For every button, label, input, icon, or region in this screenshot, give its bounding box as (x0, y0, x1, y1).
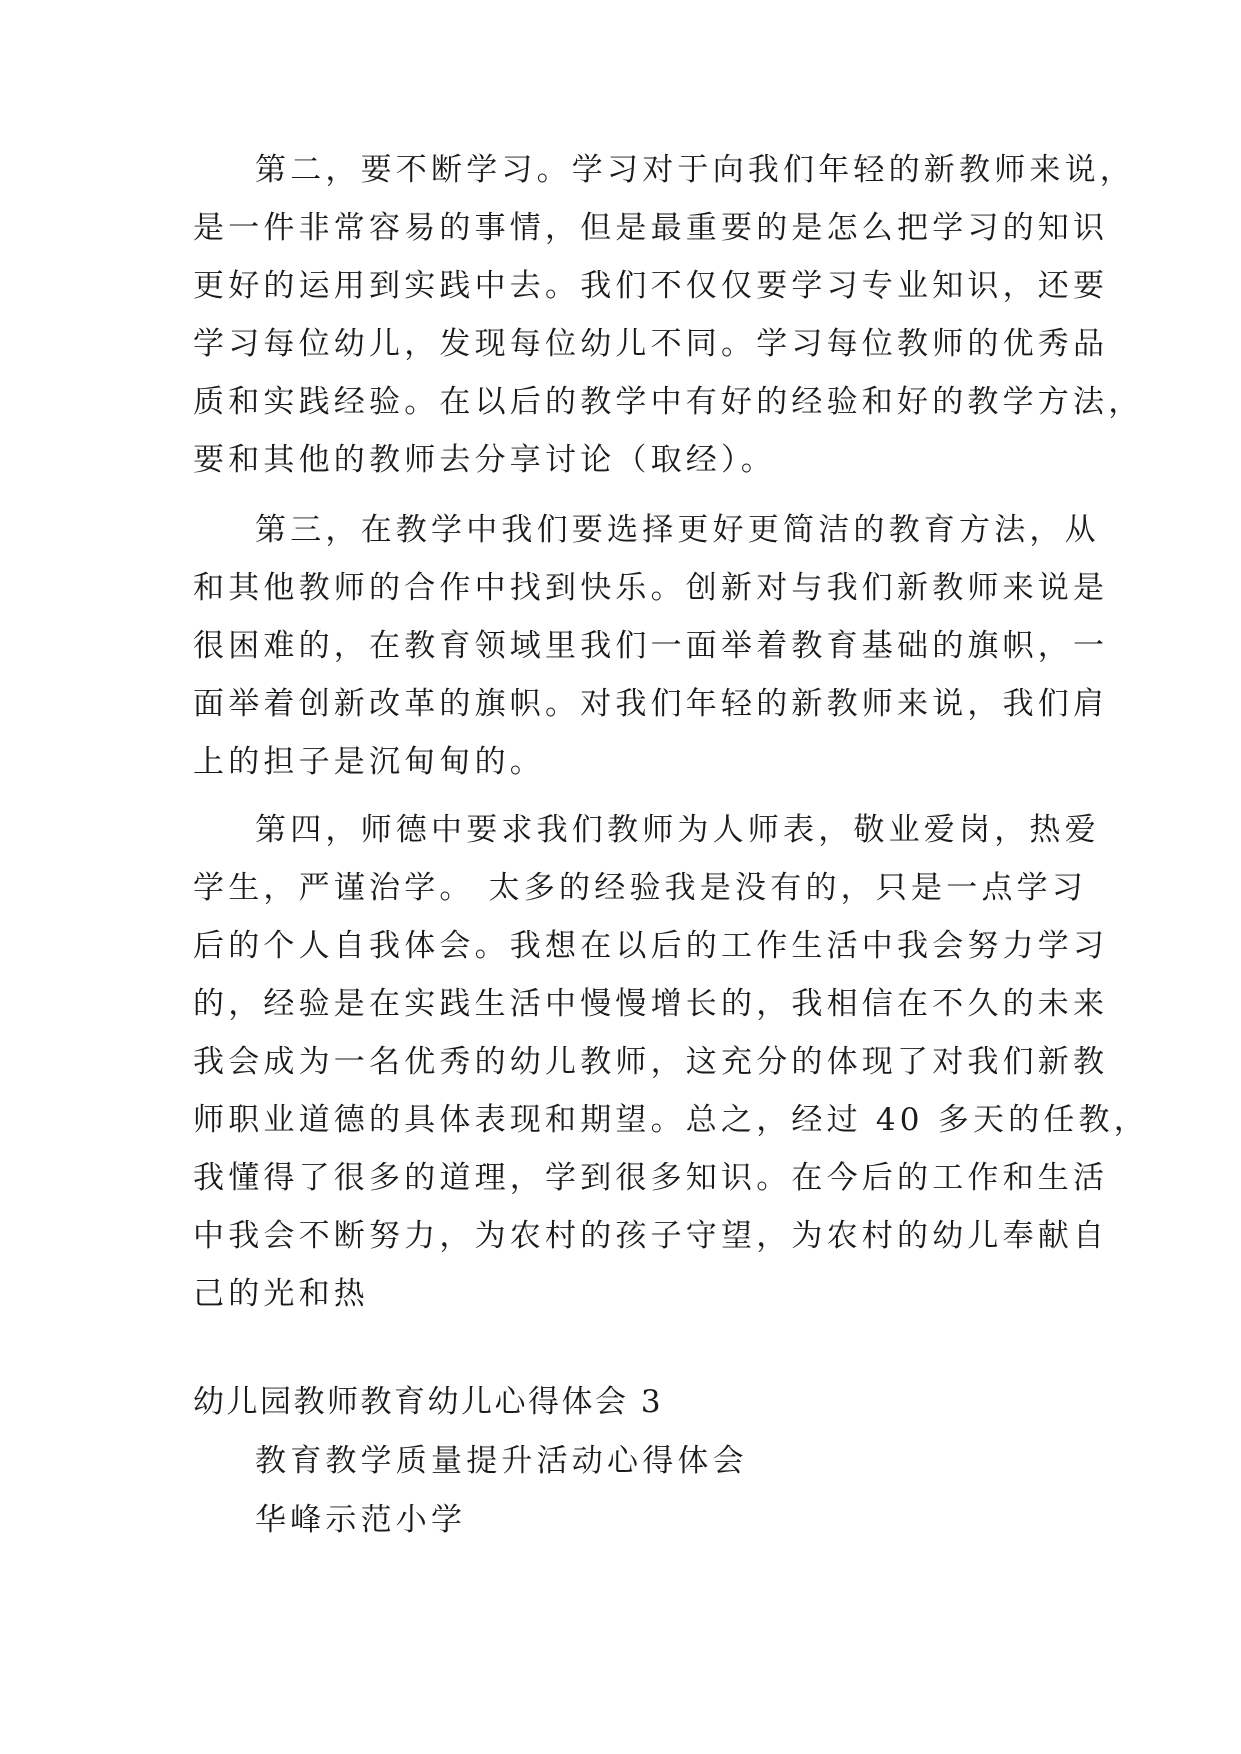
paragraph-2-line-4: 学习每位幼儿，发现每位幼儿不同。学习每位教师的优秀品 (193, 326, 1109, 362)
subtitle: 教育教学质量提升活动心得体会 (255, 1443, 748, 1479)
paragraph-3-line-3: 很困难的，在教育领域里我们一面举着教育基础的旗帜，一 (193, 628, 1109, 664)
paragraph-4-line-8: 中我会不断努力，为农村的孩子守望，为农村的幼儿奉献自 (193, 1218, 1109, 1254)
paragraph-3-line-2: 和其他教师的合作中找到快乐。创新对与我们新教师来说是 (193, 570, 1109, 606)
school-name: 华峰示范小学 (255, 1502, 467, 1538)
paragraph-2-line-5: 质和实践经验。在以后的教学中有好的经验和好的教学方法， (193, 384, 1144, 420)
paragraph-4-line-3: 后的个人自我体会。我想在以后的工作生活中我会努力学习 (193, 928, 1109, 964)
paragraph-3-line-1: 第三，在教学中我们要选择更好更简洁的教育方法，从 (255, 512, 1100, 548)
paragraph-4-line-4: 的，经验是在实践生活中慢慢增长的，我相信在不久的未来 (193, 986, 1109, 1022)
paragraph-4-line-9: 己的光和热 (193, 1276, 369, 1312)
paragraph-2-line-3: 更好的运用到实践中去。我们不仅仅要学习专业知识，还要 (193, 268, 1109, 304)
paragraph-2-line-2: 是一件非常容易的事情，但是最重要的是怎么把学习的知识 (193, 210, 1109, 246)
paragraph-4-line-7: 我懂得了很多的道理，学到很多知识。在今后的工作和生活 (193, 1160, 1109, 1196)
paragraph-2-line-1: 第二，要不断学习。学习对于向我们年轻的新教师来说， (255, 152, 1135, 188)
paragraph-3-line-4: 面举着创新改革的旗帜。对我们年轻的新教师来说，我们肩 (193, 686, 1109, 722)
paragraph-2-line-6: 要和其他的教师去分享讨论（取经）。 (193, 442, 776, 478)
paragraph-4-line-5: 我会成为一名优秀的幼儿教师，这充分的体现了对我们新教 (193, 1044, 1109, 1080)
paragraph-3-line-5: 上的担子是沉甸甸的。 (193, 744, 545, 780)
section-title: 幼儿园教师教育幼儿心得体会 3 (193, 1384, 664, 1420)
paragraph-4-line-1: 第四，师德中要求我们教师为人师表，敬业爱岗，热爱 (255, 812, 1100, 848)
paragraph-4-line-6: 师职业道德的具体表现和期望。总之，经过 40 多天的任教， (193, 1102, 1149, 1138)
paragraph-4-line-2: 学生，严谨治学。 太多的经验我是没有的，只是一点学习 (193, 870, 1088, 906)
